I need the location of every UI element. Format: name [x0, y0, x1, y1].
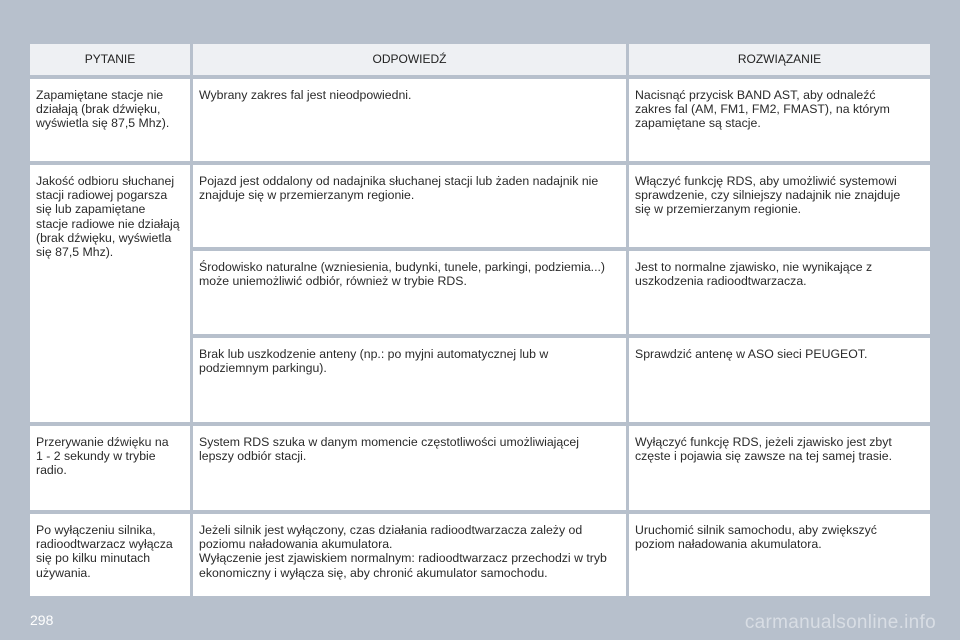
table-cell-answer: Wybrany zakres fal jest nieodpowiedni.: [193, 79, 626, 161]
watermark: carmanualsonline.info: [744, 612, 936, 633]
table-cell-solution: Uruchomić silnik samochodu, aby zwiększyć poziom naładowania akumulatora.: [629, 514, 930, 596]
table-cell-question: Jakość odbioru słuchanej stacji radiowej pogarsza się lub zapamiętane stacje radiowe nie działają (brak dźwięku, wyświetla się 87,5 Mhz).: [30, 165, 190, 422]
troubleshooting-table: [30, 44, 930, 596]
table-cell-solution: Wyłączyć funkcję RDS, jeżeli zjawisko jest zbyt częste i pojawia się zawsze na tej samej trasie.: [629, 426, 930, 510]
table-cell-answer: System RDS szuka w danym momencie częstotliwości umożliwiającej lepszy odbiór stacji.: [193, 426, 626, 510]
table-cell-answer: Środowisko naturalne (wzniesienia, budynki, tunele, parkingi, podziemia...) może uniemożliwić odbiór, również w trybie RDS.: [193, 251, 626, 334]
table-cell-answer: Pojazd jest oddalony od nadajnika słuchanej stacji lub żaden nadajnik nie znajduje się w przemierzanym regionie.: [193, 165, 626, 247]
table-cell-solution: Jest to normalne zjawisko, nie wynikające z uszkodzenia radioodtwarzacza.: [629, 251, 930, 334]
table-cell-solution: Nacisnąć przycisk BAND AST, aby odnaleźć zakres fal (AM, FM1, FM2, FMAST), na którym zapamiętane są stacje.: [629, 79, 930, 161]
table-cell-answer: Jeżeli silnik jest wyłączony, czas działania radioodtwarzacza zależy od poziomu naładowania akumulatora. Wyłączenie jest zjawiskiem normalnym: radioodtwarzacz przechodzi w tryb ekonomiczny i wyłącza się, aby chronić akumulator samochodu.: [193, 514, 626, 596]
header-answer: ODPOWIEDŹ: [193, 44, 626, 75]
table-cell-answer: Brak lub uszkodzenie anteny (np.: po myjni automatycznej lub w podziemnym parkingu).: [193, 338, 626, 422]
table-cell-question: Po wyłączeniu silnika, radioodtwarzacz wyłącza się po kilku minutach używania.: [30, 514, 190, 596]
header-solution: ROZWIĄZANIE: [629, 44, 930, 75]
table-cell-question: Przerywanie dźwięku na 1 - 2 sekundy w trybie radio.: [30, 426, 190, 510]
table-cell-question: Zapamiętane stacje nie działają (brak dźwięku, wyświetla się 87,5 Mhz).: [30, 79, 190, 161]
table-cell-solution: Włączyć funkcję RDS, aby umożliwić systemowi sprawdzenie, czy silniejszy nadajnik nie znajduje się w przemierzanym regionie.: [629, 165, 930, 247]
header-question: PYTANIE: [30, 44, 190, 75]
table-cell-solution: Sprawdzić antenę w ASO sieci PEUGEOT.: [629, 338, 930, 422]
page-number: 298: [30, 612, 54, 628]
